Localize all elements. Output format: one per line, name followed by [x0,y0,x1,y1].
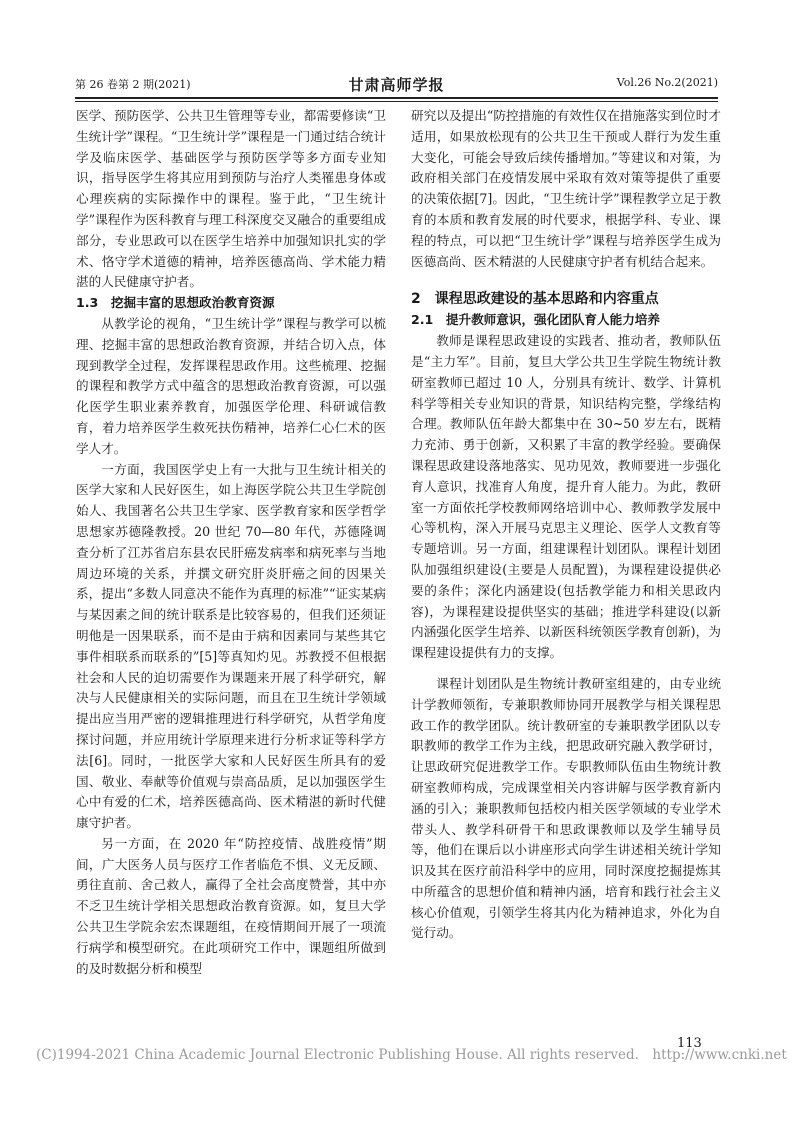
volume-issue-cn: 第 26 卷第 2 期(2021) [75,78,191,91]
section-heading-1-3: 1.3 挖掘丰富的思想政治教育资源 [76,295,275,311]
section-heading-2: 2 课程思政建设的基本思路和内容重点 [411,291,659,308]
paragraph: 另一方面，在 2020 年“防控疫情、战胜疫情”期间，广大医务人员与医疗工作者临危不惧、义无反顾、勇往直前、舍己救人，赢得了全社会高度赞誉，其中亦不乏卫生统计学相关思想政治教育资源。如，复旦大学公共卫生学院余宏杰课题组，在疫情期间开展了一项流行病学和模型研究。在此项研究工作中，课题组所做到的及时数据分析和模型 [76,835,386,976]
paragraph: 从教学论的视角，“卫生统计学”课程与教学可以梳理、挖掘丰富的思想政治教育资源，并结合切入点，体现到教学全过程，发挥课程思政作用。这些梳理、挖掘的课程和教学方式中蕴含的思想政治教育资源，可以强化医学生职业素养教育，加强医学伦理、科研诚信教育，着力培养医学生救死扶伤精神，培养仁心仁术的医学人才。 [76,315,386,456]
volume-issue-en: Vol.26 No.2(2021) [616,76,718,89]
paragraph: 医学、预防医学、公共卫生管理等专业，都需要修读“卫生统计学”课程。“卫生统计学”课程是一门通过结合统计学及临床医学、基础医学与预防医学等多方面专业知识，指导医学生将其应用到预防与治疗人类罹患身体或心理疾病的实际操作中的课程。鉴于此，“卫生统计学”课程作为医科教育与理工科深度交叉融合的重要组成部分，专业思政可以在医学生培养中加强知识扎实的学术、恪守学术道德的精神，培养医德高尚、学术能力精湛的人民健康守护者。 [76,108,386,290]
paragraph: 教师是课程思政建设的实践者、推动者，教师队伍是“主力军”。目前，复旦大学公共卫生学院生物统计教研室教师已超过 10 人，分别具有统计、数学、计算机科学等相关专业知识的背景，知识结构完整，学缘结构合理。教师队伍年龄大都集中在 30~50 岁左右，既精力充沛、勇于创新，又积累了丰富的教学经验。要确保课程思政建设落地落实、见功见效，教师要进一步强化育人意识，找准育人角度，提升育人能力。为此，教研室一方面依托学校教师网络培训中心、教师教学发展中心等机构，深入开展马克思主义理论、医学人文教育等专题培训。另一方面，组建课程计划团队。课程计划团队加强组织建设(主要是人员配置)，为课程建设提供必要的条件；深化内涵建设(包括教学能力和相关思政内容)，为课程建设提供坚实的基础；推进学科建设(以新内涵强化医学生培养、以新医科统领医学教育创新)，为课程建设提供有力的支撑。 [411,333,721,661]
right-column [411,106,721,944]
left-column [76,106,386,979]
page-number: 113 [677,1036,702,1051]
journal-title: 甘肃高师学报 [348,76,445,94]
copyright-watermark: (C)1994-2021 China Academic Journal Electronic Publishing House. All rights reserved. http://www.cnki.net [36,1047,787,1063]
paragraph: 一方面，我国医学史上有一大批与卫生统计相关的医学大家和人民好医生，如上海医学院公共卫生学院创始人、我国著名公共卫生学家、医学教育家和医学哲学思想家苏德隆教授。20 世纪 70—80 年代，苏德隆调查分析了江苏省启东县农民肝癌发病率和病死率与当地周边环境的关系，并撰文研究肝炎肝癌之间的因果关系，提出“多数人同意决不能作为真理的标准”“证实某病与某因素之间的统计联系是比较容易的，但我们还须证明他是一因果联系，而不是由于病和因素同与某些其它事件相联系而联系的”[5]等真知灼见。苏教授不但根据社会和人民的迫切需要作为课题来开展了科学研究，解决与人民健康相关的实际问题，而且在卫生统计学领域提出应当用严密的逻辑推理进行科学研究，从哲学角度探讨问题，并应用统计学原理来进行分析求证等科学方法[6]。同时，一批医学大家和人民好医生所具有的爱国、敬业、奉献等价值观与崇高品质，足以加强医学生心中有爱的仁术，培养医德高尚、医术精湛的新时代健康守护者。 [76,461,386,831]
running-header [75,74,718,96]
paragraph: 课程计划团队是生物统计教研室组建的，由专业统计学教师领衔，专兼职教师协同开展教学与相关课程思政工作的教学团队。统计教研室的专兼职教学团队以专职教师的教学工作为主线，把思政研究融入教学研讨，让思政研究促进教学工作。专职教师队伍由生物统计教研室教师构成，完成课堂相关内容讲解与医学教育新内涵的引入；兼职教师包括校内相关医学领域的专业学术带头人、教学科研骨干和思政课教师以及学生辅导员等，他们在课后以小讲座形式向学生讲述相关统计学知识及其在医疗前沿科学中的应用，同时深度挖掘提炼其中所蕴含的思想价值和精神内涵，培育和践行社会主义核心价值观，引领学生将其内化为精神追求，外化为自觉行动。 [411,675,721,941]
header-rule-thin [75,101,718,102]
paragraph: 研究以及提出“防控措施的有效性仅在措施落实到位时才适用，如果放松现有的公共卫生干预或人群行为发生重大变化，可能会导致后续传播增加。”等建议和对策，为政府相关部门在疫情发展中采取有效对策等提供了重要的决策依据[7]。因此，“卫生统计学”课程教学立足于教育的本质和教育发展的时代要求，根据学科、专业、课程的特点，可以把“卫生统计学”课程与培养医学生成为医德高尚、医术精湛的人民健康守护者有机结合起来。 [411,108,721,269]
header-rule-thick [75,97,718,99]
section-heading-2-1: 2.1 提升教师意识，强化团队育人能力培养 [411,312,660,328]
